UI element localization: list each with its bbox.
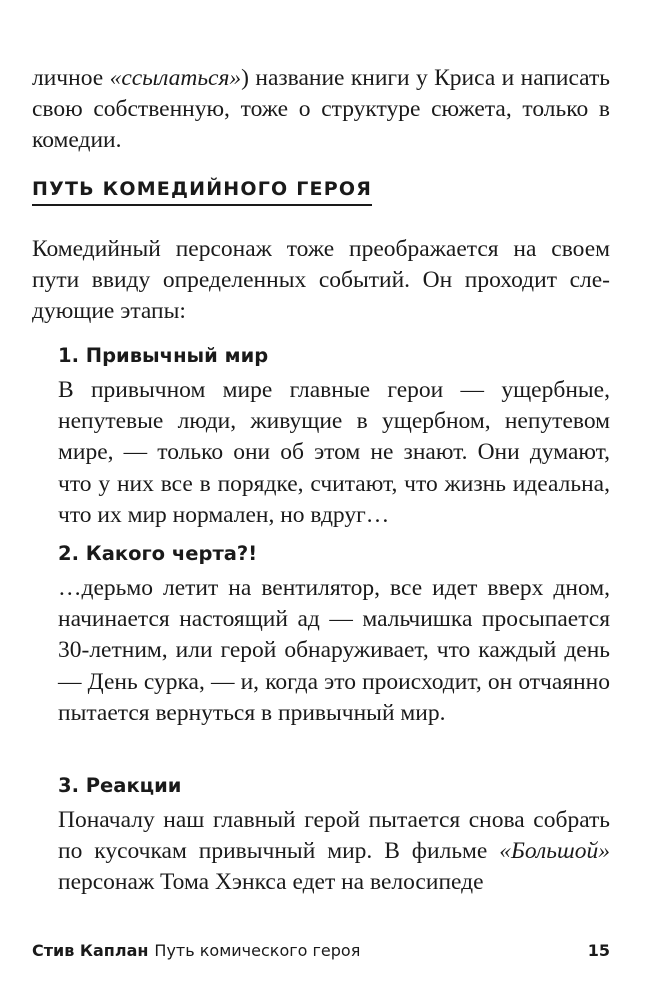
intro-paragraph: Комедийный персонаж тоже преображается на своем пути ввиду определенных событий. Он проходит следующие этапы: — [32, 236, 610, 325]
stage-3-text-italic: «Большой» — [499, 838, 610, 865]
footer-author: Стив Каплан — [32, 941, 149, 960]
stage-1-text: В привычном мире главные герои — ущербные, непутевые люди, живущие в ущербном, непутевом мире, — только они об этом не знают. Они думают, что у них все в порядке, считают, что жизнь идеальна, что их мир нормален, но вдруг… — [58, 377, 610, 528]
stage-1-title: 1. Привычный мир — [58, 344, 269, 367]
stage-1 — [58, 343, 610, 531]
top-paragraph — [32, 63, 610, 157]
top-paragraph-italic: «ссылаться» — [109, 65, 242, 91]
stage-3-title: 3. Реакции — [58, 774, 182, 797]
page-number: 15 — [587, 941, 610, 960]
stage-3-text-prefix: Поначалу наш главный герой пытается снова собрать по кусочкам привычный мир. В фильме — [58, 807, 610, 865]
footer-book-title: Путь комического героя — [154, 941, 361, 960]
section-title: ПУТЬ КОМЕДИЙНОГО ГЕРОЯ — [32, 178, 372, 206]
stage-2-title: 2. Какого черта?! — [58, 542, 258, 565]
stage-2-text: …дерьмо летит на вентилятор, все идет вверх дном, начинается настоящий ад — мальчишка просыпается 30-летним, или герой обнаруживает, что каждый день — День сурка, — и, когда это происходит, он отчаянно пытается вернуться в привычный мир. — [58, 575, 610, 726]
stage-2 — [58, 541, 610, 729]
stage-3 — [58, 773, 610, 899]
stage-3-text-suffix: персонаж Тома Хэнкса едет на велосипеде — [58, 869, 484, 896]
stage-3-text — [58, 805, 610, 899]
top-paragraph-prefix: личное — [32, 65, 110, 91]
page-footer — [32, 941, 610, 961]
top-paragraph-suffix: ) название книги у Криса и написать свою собственную, тоже о структуре сюжета, только в комедии. — [32, 65, 610, 154]
